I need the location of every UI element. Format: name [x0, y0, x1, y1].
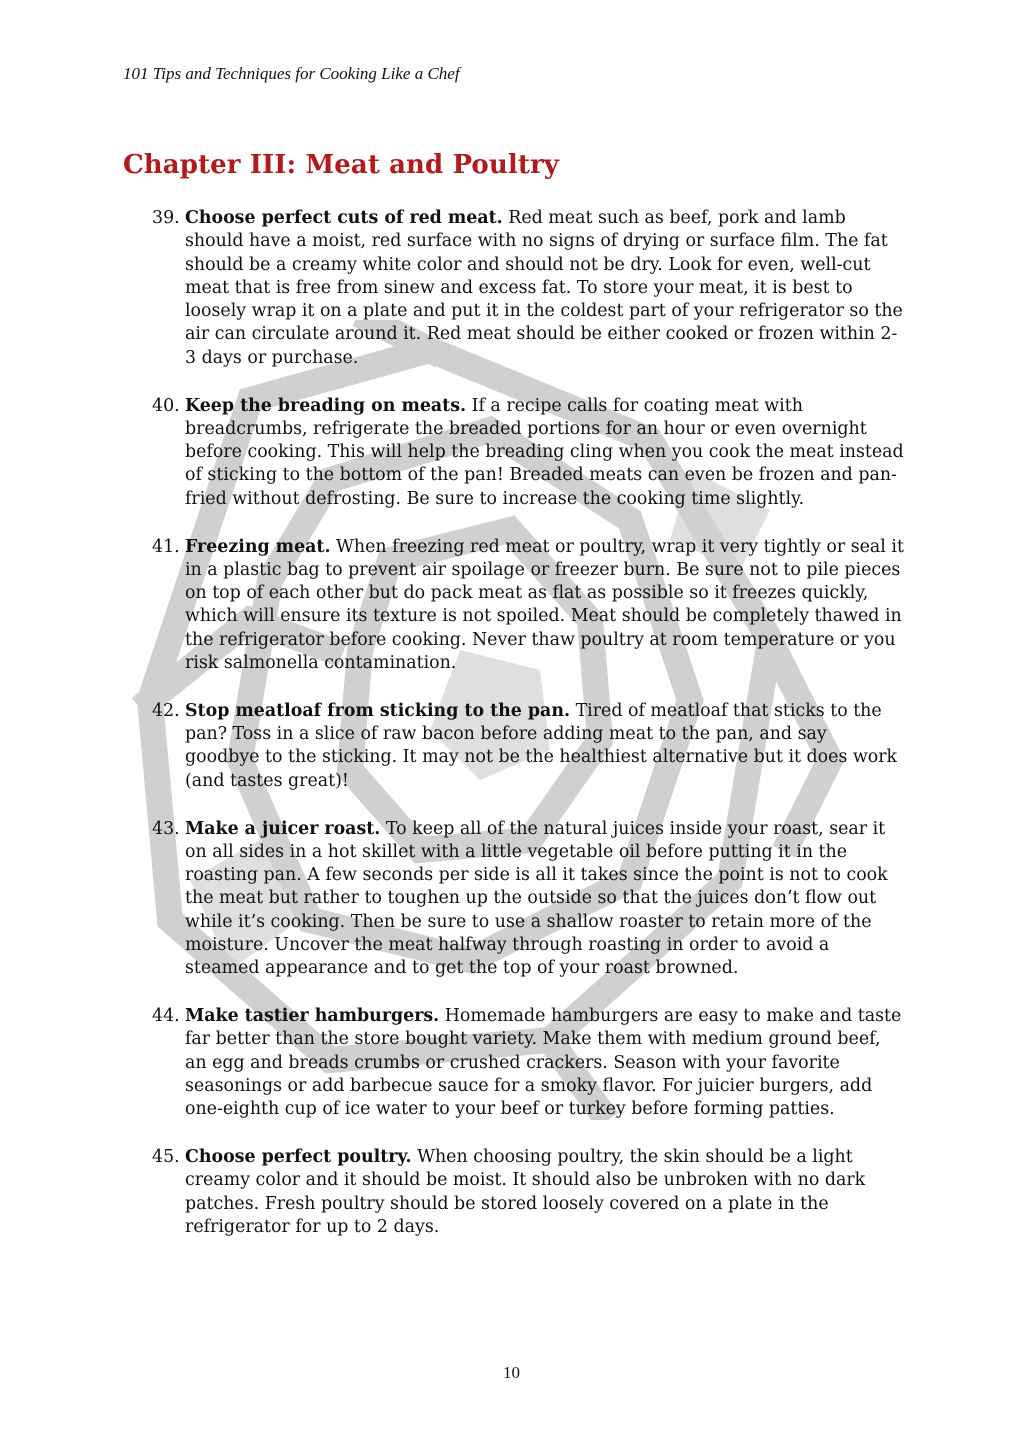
tip-text [185, 395, 904, 511]
tip-body-text: Tired of meatloaf that sticks to the pan? Toss in a slice of raw bacon before adding meat to the pan, and say goodbye to the sticking. It may not be the healthiest alternative but it does work (and tastes great)! [185, 700, 898, 791]
tip-item [152, 536, 904, 676]
tip-item [152, 700, 904, 793]
tip-item [152, 1005, 904, 1121]
tip-number: 41. [152, 536, 180, 557]
running-header: 101 Tips and Techniques for Cooking Like a Chef [123, 64, 460, 83]
chapter-title: Chapter III: Meat and Poultry [123, 150, 559, 180]
tip-number: 39. [152, 208, 180, 228]
tip-body-text: When freezing red meat or poultry, wrap it very tightly or seal it in a plastic bag to prevent air spoilage or freezer burn. Be sure not to pile pieces on top of each other but do pack meat as flat as possible so it freezes quickly, which will ensure its texture is not spoiled. Meat should be completely thawed in the refrigerator before cooking. Never thaw poultry at room temperature or you risk salmonella contamination. [185, 536, 904, 674]
tip-body-text: When choosing poultry, the skin should be a light creamy color and it should be moist. It should also be unbroken with no dark patches. Fresh poultry should be stored loosely covered on a plate in the refrigerator for up to 2 days. [185, 1147, 866, 1237]
tip-heading: Make tastier hamburgers. [185, 1006, 440, 1027]
tip-heading: Choose perfect cuts of red meat. [185, 208, 503, 228]
tip-body-text: If a recipe calls for coating meat with breadcrumbs, refrigerate the breaded portions for an hour or even overnight before cooking. This will help the breading cling when you cook the meat instead of sticking to the bottom of the pan! Breaded meats can even be frozen and pan-fried without defrosting. Be sure to increase the cooking time slightly. [185, 395, 904, 509]
tip-text [185, 207, 904, 370]
tip-heading: Make a juicer roast. [185, 818, 381, 839]
tip-number: 43. [152, 818, 180, 839]
tip-number: 40. [152, 395, 180, 416]
tip-text [185, 818, 904, 981]
tip-heading: Freezing meat. [185, 536, 331, 557]
tip-body-text: Homemade hamburgers are easy to make and taste far better than the store bought variety. Make them with medium ground beef, an egg and breads crumbs or crushed crackers. Season with your favorite seasonings or add barbecue sauce for a smoky flavor. For juicier burgers, add one-eighth cup of ice water to your beef or turkey before forming patties. [185, 1006, 902, 1120]
tip-text [185, 1005, 904, 1121]
tip-body-text: To keep all of the natural juices inside your roast, sear it on all sides in a hot skillet with a little vegetable oil before putting it in the roasting pan. A few seconds per side is all it takes since the point is not to cook the meat but rather to toughen up the outside so that the juices don’t flow out while it’s cooking. Then be sure to use a shallow roaster to retain more of the moisture. Uncover the meat halfway through roasting in order to avoid a steamed appearance and to get the top of your roast browned. [185, 818, 888, 979]
tip-text [185, 1146, 904, 1239]
tip-number: 42. [152, 700, 180, 721]
tip-text [185, 536, 904, 676]
tip-number: 45. [152, 1147, 180, 1168]
tip-heading: Stop meatloaf from sticking to the pan. [185, 700, 571, 721]
tip-item [152, 1146, 904, 1239]
tip-heading: Keep the breading on meats. [185, 395, 467, 416]
tips-list [152, 207, 904, 1264]
tip-item [152, 207, 904, 370]
tip-text [185, 700, 904, 793]
tip-number: 44. [152, 1006, 180, 1027]
tip-item [152, 395, 904, 511]
tip-item [152, 818, 904, 981]
tip-heading: Choose perfect poultry. [185, 1147, 412, 1168]
tip-body-text: Red meat such as beef, pork and lamb should have a moist, red surface with no signs of drying or surface film. The fat should be a creamy white color and should not be dry. Look for even, well-cut meat that is free from sinew and excess fat. To store your meat, it is best to loosely wrap it on a plate and put it in the coldest part of your refrigerator so the air can circulate around it. Red meat should be either cooked or frozen within 2-3 days or purchase. [185, 208, 903, 368]
page-number: 10 [503, 1363, 520, 1382]
